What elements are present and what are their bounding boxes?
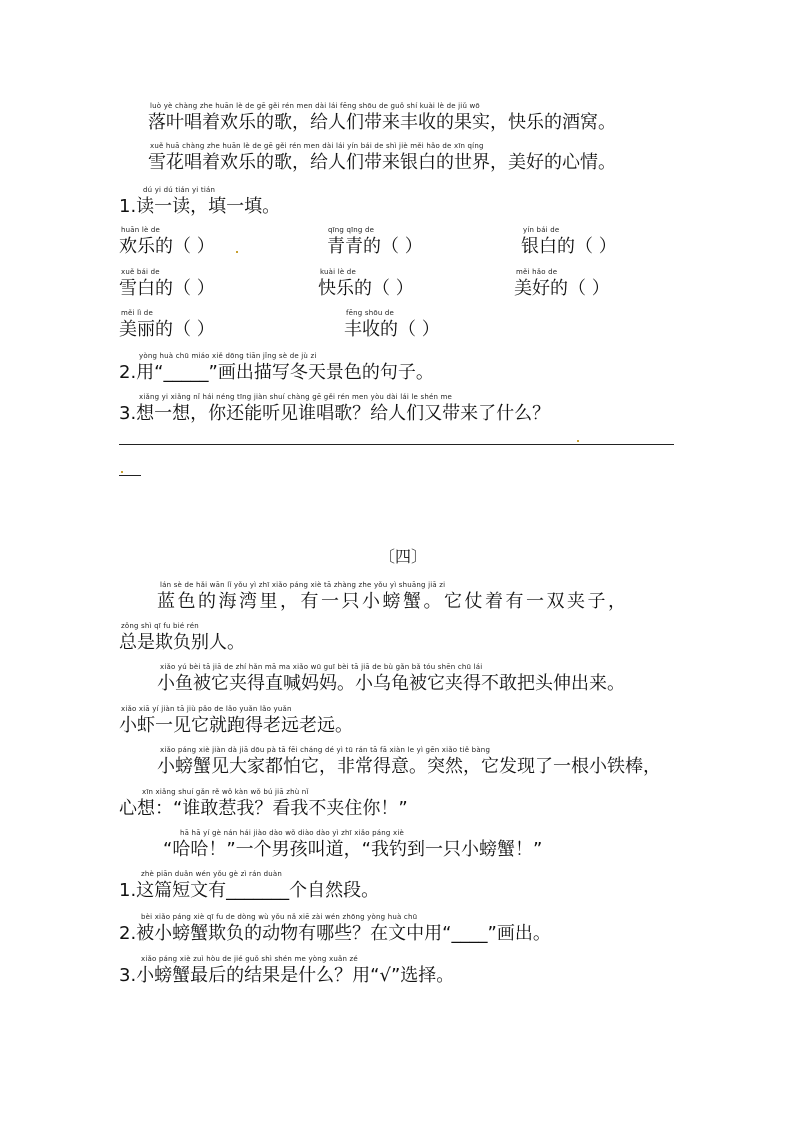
pinyin: měi lì de bbox=[121, 309, 153, 317]
para-2-line-1 bbox=[0, 663, 793, 707]
fill-row-2 bbox=[0, 268, 793, 312]
hanzi: 小螃蟹见大家都怕它，非常得意。突然，它发现了一根小铁棒， bbox=[157, 756, 661, 777]
pinyin: yín bái de bbox=[523, 226, 560, 234]
fill-row-3 bbox=[0, 309, 793, 353]
poem-line-2 bbox=[0, 142, 793, 186]
pinyin: luò yè chàng zhe huān lè de gē gěi rén men dài lái fēng shōu de guǒ shí kuài lè de jiǔ wō bbox=[150, 102, 480, 110]
hanzi: 1.这篇短文有_______个自然段。 bbox=[119, 880, 380, 901]
pinyin: yòng huà chū miáo xiě dōng tiān jǐng sè de jù zi bbox=[139, 352, 317, 360]
ink-speck bbox=[236, 251, 238, 253]
pinyin: xiǎo yú bèi tā jiā de zhí hǎn mā ma xiǎo wū guī bèi tā jiā de bù gǎn bǎ tóu shēn chū lái bbox=[160, 663, 483, 671]
hanzi: 小鱼被它夹得直喊妈妈。小乌龟被它夹得不敢把头伸出来。 bbox=[157, 673, 625, 694]
para-3-line-1 bbox=[0, 746, 793, 790]
fill-blank[interactable]: 雪白的（ ） bbox=[119, 278, 215, 299]
q1-title bbox=[0, 186, 793, 230]
fill-blank[interactable]: 青青的（ ） bbox=[327, 236, 423, 257]
pinyin: xuě bái de bbox=[121, 268, 160, 276]
para-1-line-1 bbox=[0, 581, 793, 625]
s4-q2 bbox=[0, 913, 793, 957]
s4-q3 bbox=[0, 955, 793, 999]
pinyin: xīn xiǎng shuí gǎn rě wǒ kàn wǒ bú jiā zhù nǐ bbox=[142, 788, 309, 796]
pinyin: xiǎo xiā yí jiàn tā jiù pǎo de lǎo yuǎn lǎo yuǎn bbox=[121, 705, 292, 713]
pinyin: huān lè de bbox=[121, 226, 161, 234]
pinyin: zhè piān duǎn wén yǒu gè zì rán duàn bbox=[141, 870, 283, 878]
pinyin: kuài lè de bbox=[320, 268, 356, 276]
hanzi: 小虾一见它就跑得老远老远。 bbox=[119, 715, 353, 736]
hanzi: “哈哈！”一个男孩叫道，“我钓到一只小螃蟹！” bbox=[163, 839, 543, 860]
fill-row-1 bbox=[0, 226, 793, 270]
pinyin: fēng shōu de bbox=[346, 309, 395, 317]
fill-blank[interactable]: 快乐的（ ） bbox=[318, 278, 414, 299]
fill-blank[interactable]: 银白的（ ） bbox=[521, 236, 617, 257]
para-4 bbox=[0, 829, 793, 873]
hanzi: 2.用“_____”画出描写冬天景色的句子。 bbox=[119, 362, 434, 383]
pinyin: xiǎo páng xiè jiàn dà jiā dōu pà tā fēi cháng dé yì tū rán tā fā xiàn le yì gēn xiǎo tiě bàng bbox=[160, 746, 491, 754]
ink-speck bbox=[577, 440, 579, 442]
hanzi: 落叶唱着欢乐的歌，给人们带来丰收的果实，快乐的酒窝。 bbox=[148, 112, 616, 133]
para-3-line-2 bbox=[0, 788, 793, 832]
hanzi: 3.小螃蟹最后的结果是什么？用“√”选择。 bbox=[119, 965, 455, 986]
ink-speck bbox=[121, 471, 123, 473]
pinyin: lán sè de hǎi wān lǐ yǒu yì zhī xiǎo páng xiè tā zhàng zhe yǒu yì shuāng jiā zi bbox=[160, 581, 446, 589]
answer-line-short[interactable] bbox=[119, 475, 141, 476]
fill-blank[interactable]: 欢乐的（ ） bbox=[119, 236, 215, 257]
pinyin: xiǎo páng xiè zuì hòu de jié guǒ shì shén me yòng xuǎn zé bbox=[141, 955, 358, 963]
pinyin: xiǎng yi xiǎng nǐ hái néng tīng jiàn shuí chàng gē gěi rén men yòu dài lái le shén me bbox=[139, 393, 453, 401]
pinyin: hā hā yí gè nán hái jiào dào wǒ diào dào yì zhī xiǎo páng xiè bbox=[180, 829, 404, 837]
hanzi: 2.被小螃蟹欺负的动物有哪些？在文中用“____”画出。 bbox=[119, 923, 551, 944]
hanzi: 蓝色的海湾里，有一只小螃蟹。它仗着有一双夹子， bbox=[157, 591, 629, 612]
poem-line-1 bbox=[0, 102, 793, 146]
fill-blank[interactable]: 美丽的（ ） bbox=[119, 319, 215, 340]
fill-blank[interactable]: 丰收的（ ） bbox=[344, 319, 440, 340]
pinyin: xuě huā chàng zhe huān lè de gē gěi rén men dài lái yín bái de shì jiè měi hǎo de xīn qíng bbox=[150, 142, 484, 150]
answer-line[interactable] bbox=[119, 444, 674, 445]
s4-q1 bbox=[0, 870, 793, 914]
pinyin: zǒng shì qī fu bié rén bbox=[121, 622, 199, 630]
q2 bbox=[0, 352, 793, 396]
hanzi: 1.读一读，填一填。 bbox=[119, 196, 281, 217]
hanzi: 总是欺负别人。 bbox=[119, 632, 245, 653]
hanzi: 心想：“谁敢惹我？看我不夹住你！” bbox=[119, 798, 408, 819]
hanzi: 雪花唱着欢乐的歌，给人们带来银白的世界，美好的心情。 bbox=[148, 152, 616, 173]
para-2-line-2 bbox=[0, 705, 793, 749]
para-1-line-2 bbox=[0, 622, 793, 666]
q3 bbox=[0, 393, 793, 437]
section-title: 〔四〕 bbox=[379, 547, 428, 566]
pinyin: qīng qīng de bbox=[328, 226, 375, 234]
pinyin: dú yi dú tián yi tián bbox=[143, 186, 216, 194]
hanzi: 3.想一想，你还能听见谁唱歌？给人们又带来了什么？ bbox=[119, 403, 551, 424]
pinyin: měi hǎo de bbox=[516, 268, 558, 276]
pinyin: bèi xiǎo páng xiè qī fu de dòng wù yǒu nǎ xiē zài wén zhōng yòng huà chū bbox=[141, 913, 418, 921]
fill-blank[interactable]: 美好的（ ） bbox=[514, 278, 610, 299]
